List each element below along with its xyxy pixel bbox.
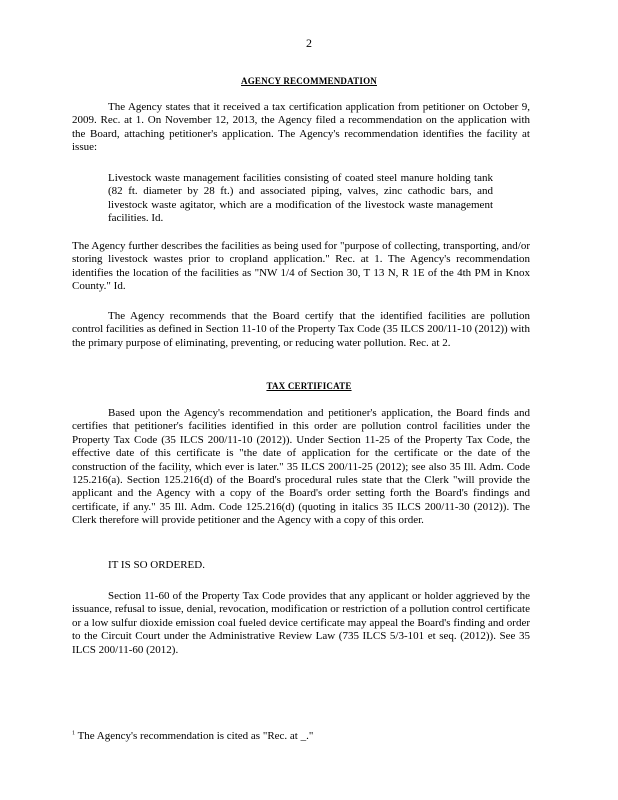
heading-text: TAX CERTIFICATE: [266, 381, 352, 391]
paragraph-agency-recommends: The Agency recommends that the Board certify that the identified facilities are pollution control facilities as defined in Section 11-10 of the Property Tax Code (35 ILCS 200/11-10 (2012)) with the primary purpose of eliminating, preventing, or reducing water pollution. Rec. at 2.: [72, 310, 530, 349]
heading-text: AGENCY RECOMMENDATION: [241, 76, 377, 86]
footnote-marker: 1: [72, 730, 75, 737]
footnote-text: The Agency's recommendation is cited as "Rec. at _.": [77, 730, 314, 742]
page-number: 2: [306, 36, 312, 50]
ordered-statement: IT IS SO ORDERED.: [108, 559, 205, 571]
paragraph-appeal-rights: Section 11-60 of the Property Tax Code provides that any applicant or holder aggrieved by the issuance, refusal to issue, denial, revocation, modification or restriction of a pollution control certificate or a low sulfur dioxide emission coal fueled device certificate may appeal the Board's finding and order to the Circuit Court under the Administrative Review Law (735 ILCS 5/3-101 et seq. (2012)). See 35 ILCS 200/11-60 (2012).: [72, 590, 530, 656]
block-quote-facility: Livestock waste management facilities consisting of coated steel manure holding tank (82 ft. diameter by 28 ft.) and associated piping, valves, zinc cathodic bars, and livestock waste agitator, which are a modification of the livestock waste management facilities. Id.: [108, 172, 493, 225]
footnote: [72, 730, 313, 742]
paragraph-board-finds: Based upon the Agency's recommendation and petitioner's application, the Board finds and certifies that petitioner's facilities identified in this order are pollution control facilities under the Property Tax Code (35 ILCS 200/11-10 (2012)). Under Section 11-25 of the Property Tax Code, the effective date of this certificate is "the date of application for the certificate or the date of the construction of the facility, which ever is later." 35 ILCS 200/11-25 (2012); see also 35 Ill. Adm. Code 125.216(a). Section 125.216(d) of the Board's procedural rules state that the Clerk "will provide the applicant and the Agency with a copy of the Board's order setting forth the Board's findings and certificate, if any." 35 Ill. Adm. Code 125.216(d) (quoting in italics 35 ILCS 200/11-30 (2012)). The Clerk therefore will provide petitioner and the Agency with a copy of this order.: [72, 407, 530, 527]
paragraph-agency-describes: The Agency further describes the facilities as being used for "purpose of collecting, transporting, and/or storing livestock wastes prior to cropland application." Rec. at 1. The Agency's recommendation identifies the location of the facilities as "NW 1/4 of Section 30, T 13 N, R 1E of the 4th PM in Knox County." Id.: [72, 240, 530, 293]
section-heading-tax-certificate: [0, 381, 618, 391]
paragraph-agency-received: The Agency states that it received a tax certification application from petitioner on October 9, 2009. Rec. at 1. On November 12, 2013, the Agency filed a recommendation on the application with the Board, attaching petitioner's application. The Agency's recommendation identifies the facility at issue:: [72, 101, 530, 154]
section-heading-agency-recommendation: [0, 76, 618, 86]
